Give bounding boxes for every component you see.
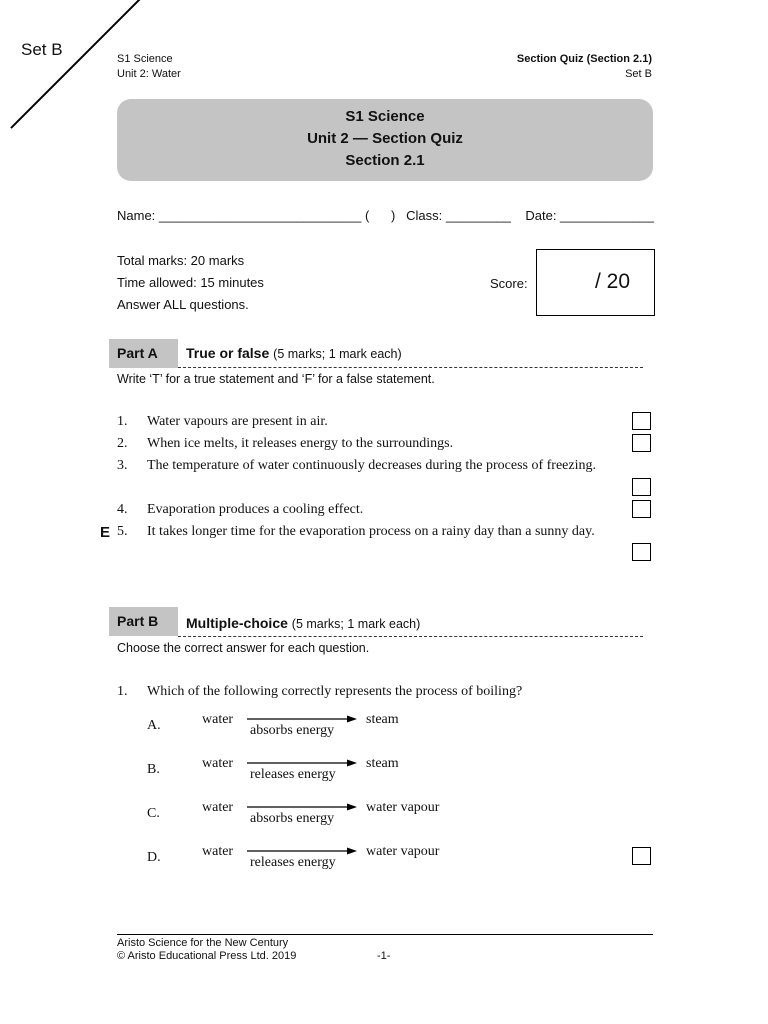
option-b-to: steam bbox=[366, 756, 399, 771]
part-a-heading: True or false bbox=[186, 345, 270, 361]
part-b-q1-number: 1. bbox=[117, 684, 128, 699]
part-a-q3-number: 3. bbox=[117, 458, 128, 473]
option-b-letter[interactable]: B. bbox=[147, 762, 160, 777]
header-unit: Unit 2: Water bbox=[117, 68, 181, 80]
part-a-q4-text: Evaporation produces a cooling effect. bbox=[147, 502, 364, 517]
option-a-letter[interactable]: A. bbox=[147, 718, 161, 733]
part-a-q4-number: 4. bbox=[117, 502, 128, 517]
title-line-3: Section 2.1 bbox=[345, 152, 425, 169]
score-box[interactable] bbox=[536, 249, 655, 316]
option-a-from: water bbox=[202, 712, 234, 727]
option-c-to: water vapour bbox=[366, 800, 440, 815]
part-a-q1-number: 1. bbox=[117, 414, 128, 429]
part-a-q1-answer-box[interactable] bbox=[632, 412, 651, 430]
time-allowed: Time allowed: 15 minutes bbox=[117, 275, 264, 290]
title-line-1: S1 Science bbox=[345, 108, 425, 125]
page-number: -1- bbox=[377, 950, 391, 962]
part-a-title bbox=[186, 345, 402, 361]
footer-rule bbox=[117, 934, 653, 935]
option-d-condition: releases energy bbox=[250, 855, 336, 870]
answer-all-instruction: Answer ALL questions. bbox=[117, 297, 249, 312]
part-a-marks: (5 marks; 1 mark each) bbox=[273, 347, 402, 361]
header-left bbox=[117, 52, 181, 82]
option-b-from: water bbox=[202, 756, 234, 771]
part-a-q2-answer-box[interactable] bbox=[632, 434, 651, 452]
part-a-q5-text: It takes longer time for the evaporation process on a rainy day than a sunny day. bbox=[147, 524, 595, 539]
part-b-divider bbox=[178, 636, 643, 637]
option-d-letter[interactable]: D. bbox=[147, 850, 161, 865]
part-b-marks: (5 marks; 1 mark each) bbox=[291, 617, 421, 631]
score-label: Score: bbox=[490, 276, 528, 291]
part-a-q5-answer-box[interactable] bbox=[632, 543, 651, 561]
part-b-title bbox=[186, 615, 420, 631]
header-right bbox=[517, 52, 652, 82]
title-line-2: Unit 2 — Section Quiz bbox=[307, 130, 463, 147]
header-set: Set B bbox=[625, 68, 652, 80]
part-a-q2-number: 2. bbox=[117, 436, 128, 451]
part-a-tag: Part A bbox=[109, 339, 178, 368]
part-a-q2-text: When ice melts, it releases energy to the surroundings. bbox=[147, 436, 454, 451]
part-b-q1-answer-box[interactable] bbox=[632, 847, 651, 865]
option-a-condition: absorbs energy bbox=[250, 723, 335, 738]
student-info-line[interactable]: Name: ____________________________ ( ) Class: _________ Date: _____________ bbox=[117, 208, 655, 223]
title-box bbox=[117, 99, 653, 181]
part-a-q3-text: The temperature of water continuously decreases during the process of freezing. bbox=[147, 458, 596, 473]
option-d-to: water vapour bbox=[366, 844, 440, 859]
corner-set-label: Set B bbox=[21, 40, 63, 59]
part-a-divider bbox=[178, 367, 643, 368]
part-b-instruction: Choose the correct answer for each question. bbox=[117, 641, 370, 655]
part-b-heading: Multiple-choice bbox=[186, 615, 288, 631]
margin-mark: E bbox=[100, 524, 111, 541]
part-a-instruction: Write ‘T’ for a true statement and ‘F’ for a false statement. bbox=[117, 372, 435, 386]
part-b-tag: Part B bbox=[109, 607, 178, 636]
footer-publication: Aristo Science for the New Century bbox=[117, 937, 289, 949]
total-marks: Total marks: 20 marks bbox=[117, 253, 245, 268]
option-c-letter[interactable]: C. bbox=[147, 806, 160, 821]
part-a-q5-number: 5. bbox=[117, 524, 128, 539]
score-total: / 20 bbox=[594, 270, 630, 293]
part-a-q4-answer-box[interactable] bbox=[632, 500, 651, 518]
part-a-q3-answer-box[interactable] bbox=[632, 478, 651, 496]
header-quiz-name: Section Quiz (Section 2.1) bbox=[516, 53, 652, 65]
part-a-q1-text: Water vapours are present in air. bbox=[147, 414, 328, 429]
option-c-from: water bbox=[202, 800, 234, 815]
footer-copyright: © Aristo Educational Press Ltd. 2019 bbox=[117, 950, 297, 962]
option-d-from: water bbox=[202, 844, 234, 859]
part-b-q1-text: Which of the following correctly represents the process of boiling? bbox=[147, 684, 523, 699]
option-b-condition: releases energy bbox=[250, 767, 336, 782]
option-c-condition: absorbs energy bbox=[250, 811, 335, 826]
header-subject: S1 Science bbox=[117, 53, 173, 65]
option-a-to: steam bbox=[366, 712, 399, 727]
